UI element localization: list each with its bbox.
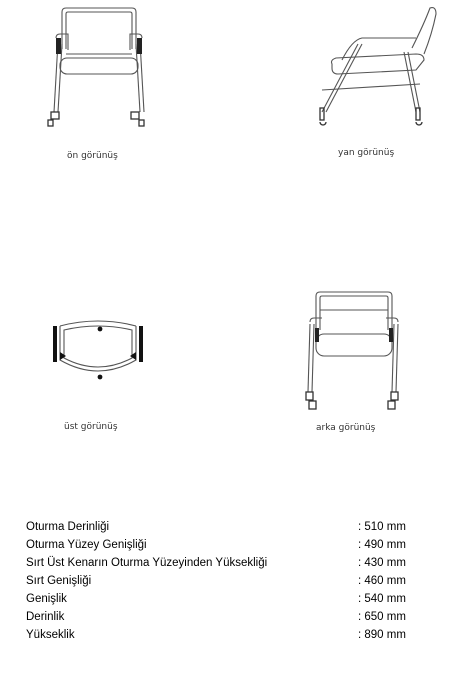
back-view-label: arka görünüş	[316, 423, 376, 433]
spec-row-seat-depth	[26, 518, 412, 536]
side-view-drawing	[312, 4, 442, 129]
spec-label: Oturma Yüzey Genişliği	[26, 539, 147, 551]
spec-row-back-height	[26, 554, 412, 572]
spec-value: : 540 mm	[358, 593, 406, 605]
spec-value: : 890 mm	[358, 629, 406, 641]
spec-value: : 490 mm	[358, 539, 406, 551]
spec-label: Yükseklik	[26, 629, 75, 641]
front-view-label: ön görünüş	[67, 151, 118, 161]
side-view-label: yan görünüş	[338, 148, 395, 158]
front-view-drawing	[44, 4, 154, 129]
spec-row-seat-width	[26, 536, 412, 554]
top-view-label: üst görünüş	[64, 422, 118, 432]
spec-value: : 430 mm	[358, 557, 406, 569]
spec-label: Genişlik	[26, 593, 67, 605]
spec-label: Oturma Derinliği	[26, 521, 110, 533]
spec-value: : 510 mm	[358, 521, 406, 533]
specifications-list	[26, 518, 412, 644]
spec-value: : 460 mm	[358, 575, 406, 587]
spec-label: Derinlik	[26, 611, 65, 623]
spec-row-width	[26, 590, 412, 608]
spec-label: Sırt Genişliği	[26, 575, 92, 587]
back-view-drawing	[300, 288, 410, 413]
spec-value: : 650 mm	[358, 611, 406, 623]
spec-row-height	[26, 626, 412, 644]
spec-label: Sırt Üst Kenarın Oturma Yüzeyinden Yüksekliği	[26, 557, 268, 569]
spec-row-back-width	[26, 572, 412, 590]
spec-row-depth	[26, 608, 412, 626]
top-view-drawing	[48, 312, 148, 387]
